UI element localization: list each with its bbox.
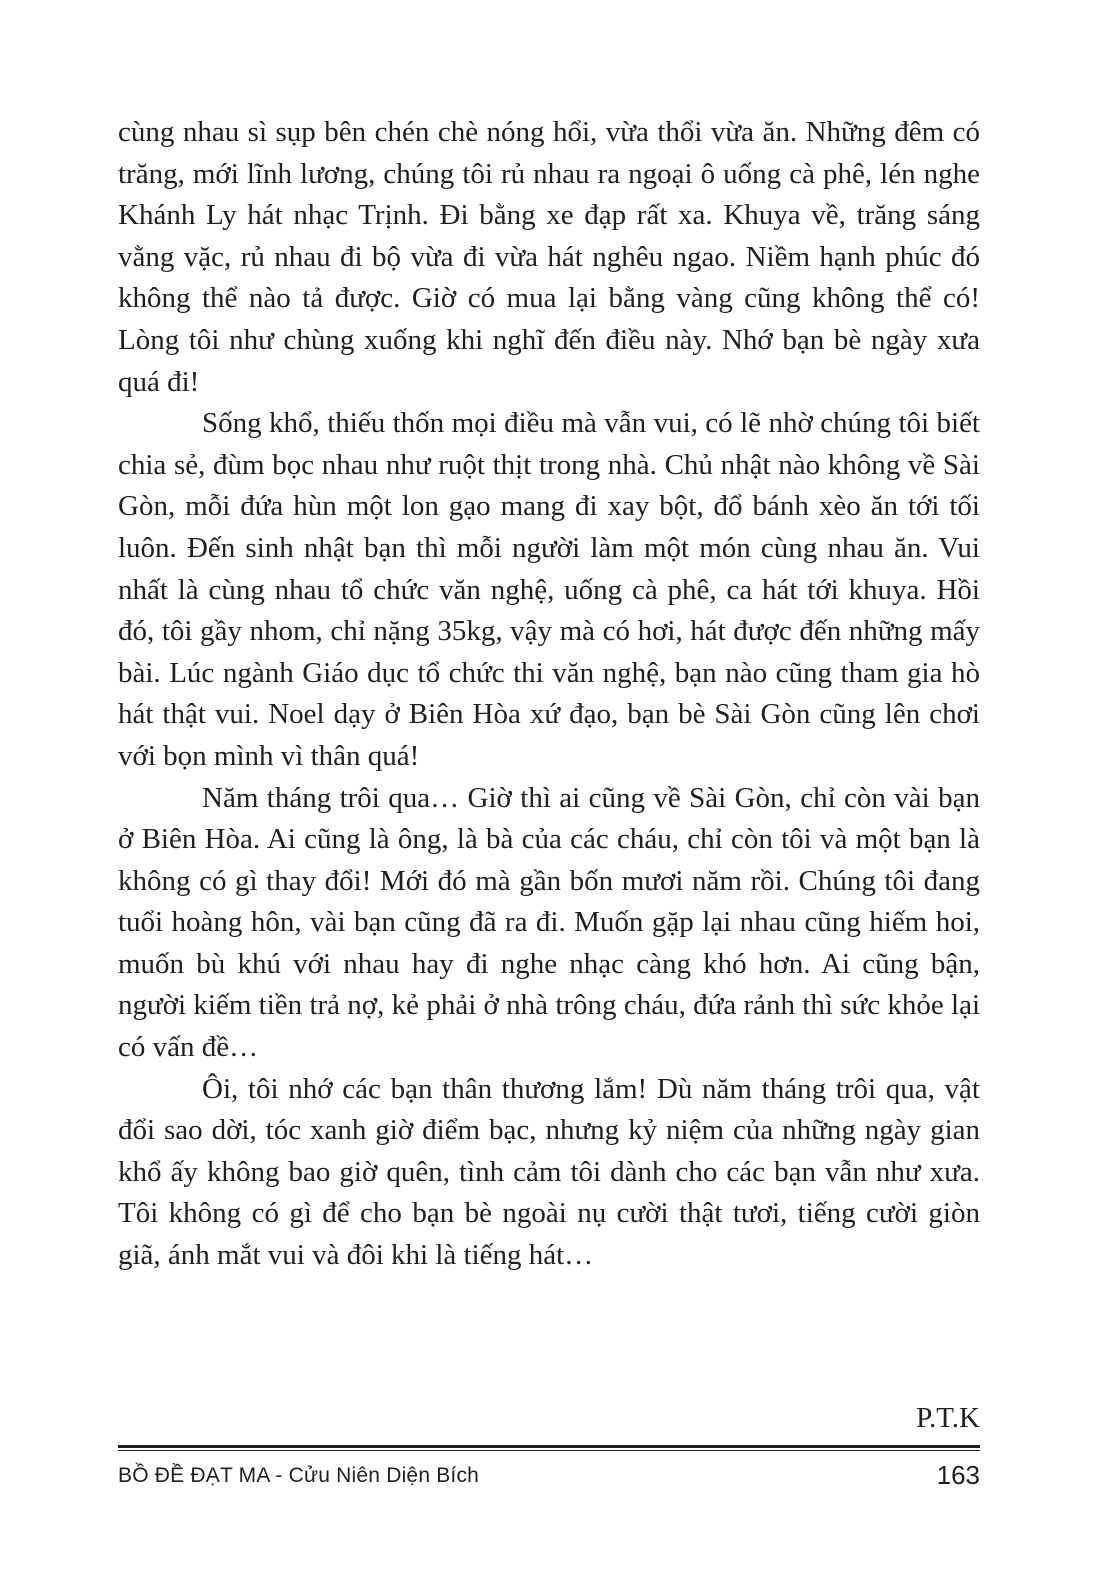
paragraph-3: Năm tháng trôi qua… Giờ thì ai cũng về Sài Gòn, chỉ còn vài bạn ở Biên Hòa. Ai cũng là ông, là bà của các cháu, chỉ còn tôi và một bạn là không có gì thay đổi! Mới đó mà gần bốn mươi năm rồi. Chúng tôi đang tuổi hoàng hôn, vài bạn cũng đã ra đi. Muốn gặp lại nhau cũng hiếm hoi, muốn bù khú với nhau hay đi nghe nhạc càng khó hơn. Ai cũng bận, người kiếm tiền trả nợ, kẻ phải ở nhà trông cháu, đứa rảnh thì sức khỏe lại có vấn đề… bbox=[118, 781, 980, 1064]
body-text bbox=[118, 112, 980, 1277]
paragraph-1: cùng nhau sì sụp bên chén chè nóng hổi, vừa thổi vừa ăn. Những đêm có trăng, mới lĩnh lương, chúng tôi rủ nhau ra ngoại ô uống cà phê, lén nghe Khánh Ly hát nhạc Trịnh. Đi bằng xe đạp rất xa. Khuya về, trăng sáng vằng vặc, rủ nhau đi bộ vừa đi vừa hát nghêu ngao. Niềm hạnh phúc đó không thể nào tả được. Giờ có mua lại bằng vàng cũng không thể có! Lòng tôi như chùng xuống khi nghĩ đến điều này. Nhớ bạn bè ngày xưa quá đi! bbox=[118, 116, 980, 398]
footer-book-title: BỒ ĐỀ ĐẠT MA - Cửu Niên Diện Bích bbox=[118, 1464, 480, 1487]
page-footer bbox=[118, 1460, 980, 1500]
footer-rule-thick bbox=[118, 1445, 980, 1448]
footer-rule-thin bbox=[118, 1450, 980, 1451]
page-number: 163 bbox=[936, 1460, 980, 1490]
paragraph-4: Ôi, tôi nhớ các bạn thân thương lắm! Dù năm tháng trôi qua, vật đổi sao dời, tóc xanh giờ điểm bạc, nhưng kỷ niệm của những ngày gian khổ ấy không bao giờ quên, tình cảm tôi dành cho các bạn vẫn như xưa. Tôi không có gì để cho bạn bè ngoài nụ cười thật tươi, tiếng cười giòn giã, ánh mắt vui và đôi khi là tiếng hát… bbox=[118, 1072, 980, 1272]
paragraph-2: Sống khổ, thiếu thốn mọi điều mà vẫn vui, có lẽ nhờ chúng tôi biết chia sẻ, đùm bọc nhau như ruột thịt trong nhà. Chủ nhật nào không về Sài Gòn, mỗi đứa hùn một lon gạo mang đi xay bột, đổ bánh xèo ăn tới tối luôn. Đến sinh nhật bạn thì mỗi người làm một món cùng nhau ăn. Vui nhất là cùng nhau tổ chức văn nghệ, uống cà phê, ca hát tới khuya. Hồi đó, tôi gầy nhom, chỉ nặng 35kg, vậy mà có hơi, hát được đến những mấy bài. Lúc ngành Giáo dục tổ chức thi văn nghệ, bạn nào cũng tham gia hò hát thật vui. Noel dạy ở Biên Hòa xứ đạo, bạn bè Sài Gòn cũng lên chơi với bọn mình vì thân quá! bbox=[118, 407, 980, 772]
author-signature: P.T.K bbox=[916, 1402, 980, 1434]
